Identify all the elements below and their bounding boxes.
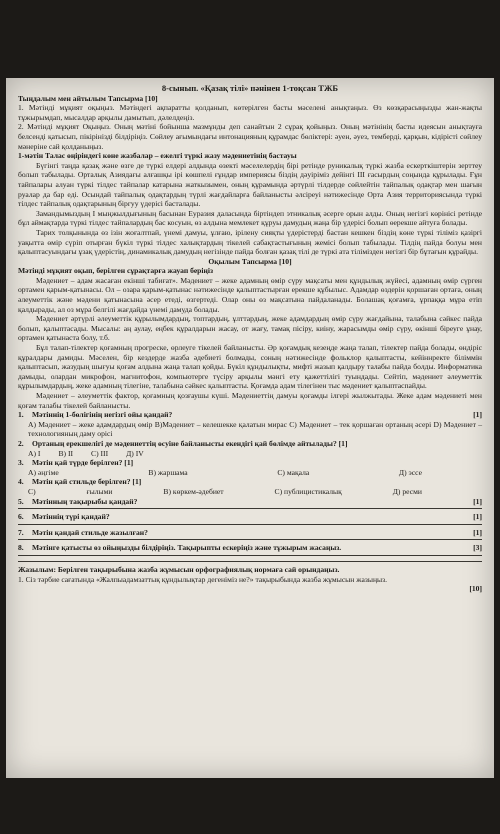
exam-sheet bbox=[6, 78, 494, 778]
text1-heading: 1-мәтін Талас өңіріндегі көне жазбалар – ежелгі түркі жазу мәдениетінің бастауы bbox=[18, 151, 297, 161]
option[interactable]: С) мақала bbox=[277, 467, 310, 477]
question-number: 6. bbox=[18, 512, 24, 522]
question-text: Мәтін қандай стильде жазылған? bbox=[32, 527, 148, 537]
question-4-options bbox=[18, 487, 482, 497]
question-number: 8. bbox=[18, 543, 24, 553]
question-number: 4. bbox=[18, 477, 24, 487]
question-7 bbox=[18, 528, 482, 538]
question-text: Мәтін қай стильде берілген? [1] bbox=[32, 477, 142, 487]
question-4 bbox=[18, 477, 482, 487]
option[interactable]: А) әңгіме bbox=[28, 467, 59, 477]
option[interactable]: В) жаршама bbox=[148, 467, 188, 477]
question-mark: [1] bbox=[473, 512, 482, 522]
option[interactable]: А) I bbox=[28, 448, 41, 458]
question-text: Мәтін қай түрде берілген? [1] bbox=[32, 458, 134, 468]
question-number: 3. bbox=[18, 458, 24, 468]
question-1-options: А) Мәдениет – жеке адамдардың өмір В)Мәдениет – келешекке қалатын мирас С) Мәдениет – тек қоршаған ортаның әсері D) Мәдениет – технологияның даму орісі bbox=[28, 419, 482, 439]
writing-task-text: 1. Сіз тәрбие сағатында «Жалпыадамзаттық құндылықтар дегеніміз не?» тақырыбында жазба жұмысын жазыңыз. bbox=[18, 574, 388, 584]
text2-paragraph: Бұл талап-тілектер қоғамның прогреске, өрлеуге тікелей байланысты. Әр қоғамдық кезеңде жаңа талап, тілектер пайда болады, өндіріс құралдары дамиды. Мәселен, бір кездерде жазба әдебиеті болмады, соның нәтижесінде фольклор қалыптасты, кейіннректе біліммін қалыптасып, жазудың шығуы қоғам алдына жаңа талап қойды. Бүкіл құндылықты, мифті жазып қалдыру талабы пайда болды. Информатика дамыды, олардан микрофон, магнитофон, компьютерге түсіру арқылы мәнгі ету қажеттілігі туындады. Сейтіп, мәдениет әлеуметтік құрылымдардың, жеке адамның тілегіне, талабына сәйкес қалыптасты. Қоғамда адам тілегінен тыс мәдениет қалыптаспайды. bbox=[18, 343, 482, 391]
reading-section-heading: Оқылым Тапсырма [10] bbox=[208, 256, 292, 266]
option[interactable]: ғылыми bbox=[86, 486, 113, 496]
option[interactable]: Д) ресми bbox=[392, 486, 422, 496]
text1-paragraph: Тарих толқынында өз ізін жоғалтпай, үнемі дамуы, ұлғаю, ірілену сияқты үдерістерді бастан кешкен біздің көне түркі тіліміз қазіргі уақытта өмір сүріп отырған бүкіл түркі тілдес халықтардың тікелей сабақтастығының жемісі болып табылады. Тілдің пайда болуы мен қалыптасуындағы ұзақ үдерістің, динамикалық дамудың негізінде пайда болған қазақ тілі де түркі ата тілімізден негізгі бір бұтағын құрайды. bbox=[18, 227, 482, 257]
writing-section-heading: Жазылым: Берілген тақырыбына жазба жұмысын орфографиялық нормаға сай орындаңыз. bbox=[18, 564, 340, 574]
question-text: Ортаның ерекшелігі де мәдениеттің өсуіне байланысты екендігі қай бөлімде айтылады? [1] bbox=[32, 438, 348, 448]
question-text: Мәтінның тақырыбы қандай? bbox=[32, 496, 138, 506]
question-mark: [1] bbox=[473, 527, 482, 537]
text1-paragraph: Замандымыздың I мыңжылдығының басынан Еуразия даласында біртіндеп этникалық әсерге орын алды. Оның негізгі көрінісі ретінде бұл аймақтарда түркі тілдес тайпалардың бас косуын, өз алдына мемлекет құруы дамудың жаңа бір үдерісі болып өерекше айтуға болады. bbox=[18, 208, 482, 228]
question-text: Мәтіннің 1-бөлігінің негізгі ойы қандай? bbox=[32, 410, 173, 420]
writing-task bbox=[18, 575, 482, 585]
answer-line[interactable] bbox=[18, 553, 482, 556]
question-3-options bbox=[18, 468, 482, 478]
answer-line[interactable] bbox=[18, 522, 482, 525]
answer-line[interactable] bbox=[18, 537, 482, 540]
question-text: Мәтінге қатысты өз ойыңызды білдіріңіз. Тақырыпты ескеріңіз және тұжырым жасаңыз. bbox=[32, 543, 342, 553]
question-number: 5. bbox=[18, 496, 24, 506]
question-number: 2. bbox=[18, 438, 24, 448]
listening-section-heading: Тыңдалым мен айтылым Тапсырма [10] bbox=[18, 93, 158, 103]
question-2 bbox=[18, 439, 482, 449]
exam-title: 8-сынып. «Қазақ тілі» пәнінен 1-тоқсан ТЖБ bbox=[161, 83, 339, 93]
task-2-instruction: 2. Мәтінді мұқият Оқыңыз. Оның мәтіні бойынша мазмұнды деп санайтын 2 сұрақ қойыңыз. Оның мәтінінің басты идеясын анықтауға белсенді қатысып, пікірінізді білдіріңіз. Сөйлеу ағымындағы интонацияның құрамдас бөліктері: әуен, әуез, темберді, қарқын, кідірісті сөйлеу мәнеріне сай қолданыңыз. bbox=[18, 122, 482, 151]
answer-line[interactable] bbox=[18, 559, 482, 562]
text2-paragraph: Мәдениет әртүрлі әлеуметтік құрылымдардың, топтардың, ұлттардың, жеке адамдардың өмір сүру жағдайына, талабына сәйкес пайда болып, қалыптасады. Мысалы: аң аулау, еңбек құралдарын жасау, от жағу, тамақ пісіру, киіну, жарасымды өмір сүру, өкінші біреуге ұнау, ортамен қатынаста болу, т.б. bbox=[18, 314, 482, 343]
answer-line[interactable] bbox=[18, 506, 482, 509]
question-3 bbox=[18, 458, 482, 468]
question-5 bbox=[18, 497, 482, 507]
option[interactable]: В) көркем-әдебиет bbox=[163, 486, 224, 496]
question-text: Мәтіннің түрі қандай? bbox=[32, 512, 110, 522]
task-1-instruction: 1. Мәтінді мұқият оқыңыз. Мәтіндегі ақпаратты қолданып, көтерілген басты мәселені анықтаңыз. Өз көзқарасыңызды жан-жақты тұжырымдап, мысалдар арқылы дамытып, дәлелдеңіз. bbox=[18, 103, 482, 122]
option[interactable]: С) публицистикалық bbox=[274, 486, 342, 496]
question-mark: [3] bbox=[473, 543, 482, 553]
option-letter: С) bbox=[28, 486, 36, 496]
text2-paragraph: Мәдениет – адам жасаған екінші табиғат». Мәдениет – жеке адамның өмір сүру мақсаты мен құндылық жүйесі, адамның өмір сүрген ортамен қарым-қатынасы. Ол – озара қарым-қатынас нәтижесінде қалыптастырған ерекше құбылыс. Адамдар өздерін қоршаған ортаға, оның әлеуметтік және мәдени қатынасына әсер етеді, өзгертеді. Олар оны өз мақсатына пайдаланады. Болашақ қоғамға, ұрпаққа мұра етіп қалдырады, ал оз мұра белгілі жағдайда үнемі дамуда болады. bbox=[18, 275, 482, 314]
option[interactable]: С) III bbox=[91, 448, 109, 458]
question-number: 1. bbox=[18, 410, 24, 420]
question-6 bbox=[18, 512, 482, 522]
question-mark: [1] bbox=[473, 496, 482, 506]
option[interactable]: Д) эссе bbox=[398, 467, 422, 477]
question-2-options bbox=[18, 449, 482, 459]
option[interactable]: Д) IV bbox=[126, 448, 144, 458]
question-mark: [1] bbox=[473, 410, 482, 420]
text1-paragraph: Бүгінгі таңда қазақ және өзге де түркі елдері алдында өзекті мәселелердің бірі ретінде руникалық түркі жазба ескерткіштерін зерттеу болып табылады. Орталық Азиядағы алғашқы ірі көшпелі ғұндар империясы біздің дәуіріміз дейінгі III ғасырдың соңында құрылады. Ғұн тайпалары алуан түркі тілдес тайпалар катарына жаткызымен, оның құрамында әртүрлі тілдерде сөйлейтін тайпалық одақтар мен шағын руалар да бар еді. Осындай тайпалық одақтардың түрлі жағдайларға байланысты әлсіреуі нәтижесінде Орта Азия территориясында түркі тілдес тайпалық одақтарының біргуу үдерісі басталады. bbox=[18, 160, 482, 209]
option[interactable]: В) II bbox=[58, 448, 74, 458]
reading-instruction: Мәтінді мұқият оқып, берілген сұрақтарға жауап беріңіз bbox=[18, 266, 214, 276]
question-8 bbox=[18, 543, 482, 553]
writing-task-mark: [10] bbox=[469, 584, 482, 594]
text2-paragraph: Мәдениет – әлеуметтік фактор, қоғамның қозғаушы күші. Мәдениеттің дамуы қоғамды ілгері жылжытады. Жеке адам мәдениеті мен қоғам талабы тікелей байланысты. bbox=[18, 391, 482, 410]
question-1 bbox=[18, 410, 482, 420]
question-number: 7. bbox=[18, 527, 24, 537]
